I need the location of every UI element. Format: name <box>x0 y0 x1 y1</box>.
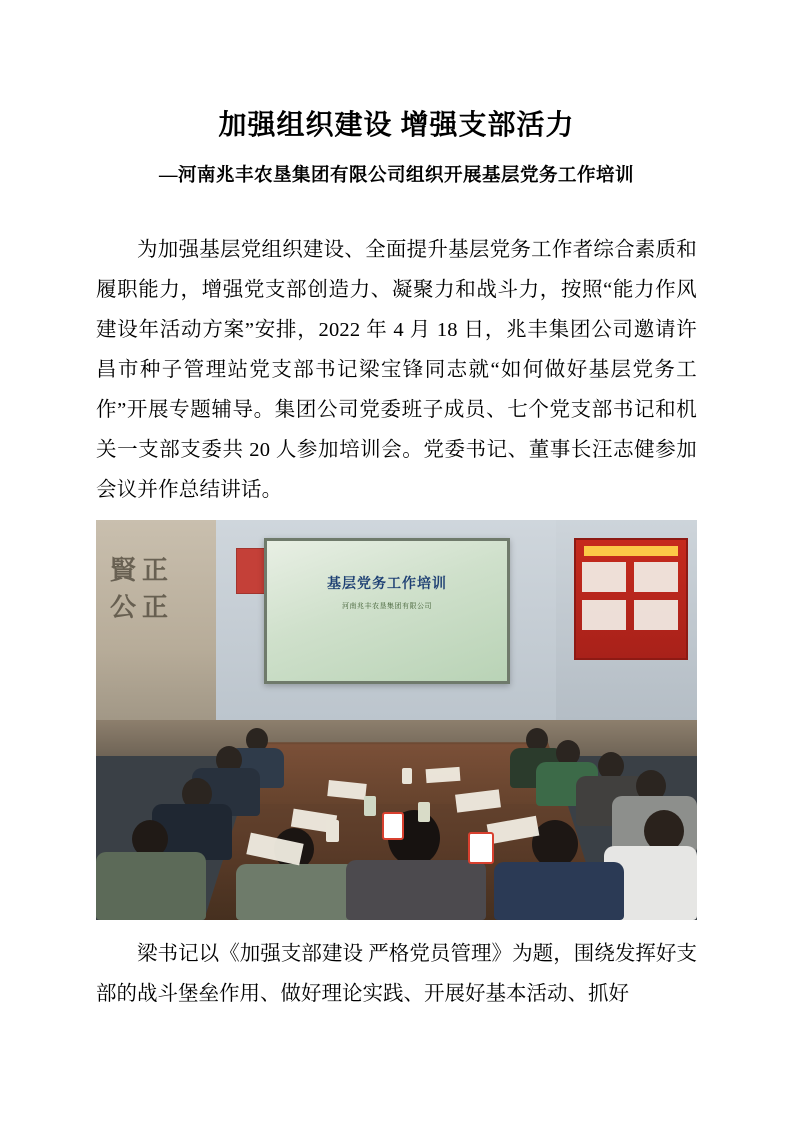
board-panel <box>634 600 678 630</box>
attendee-body <box>346 860 486 920</box>
slide-title: 基层党务工作培训 <box>327 577 447 593</box>
board-panel <box>634 562 678 592</box>
photo-canvas <box>96 520 697 920</box>
paragraph-2: 梁书记以《加强支部建设 严格党员管理》为题，围绕发挥好支部的战斗堡垒作用、做好理论实践、开展好基本活动、抓好 <box>96 943 697 1006</box>
attendee-head <box>532 820 578 868</box>
board-panel <box>582 600 626 630</box>
table-cup <box>418 802 430 822</box>
attendee-body <box>494 862 624 920</box>
photo-info-board <box>574 538 688 660</box>
attendee-body <box>236 864 356 920</box>
slide-subtitle: 河南兆丰农垦集团有限公司 <box>342 602 432 611</box>
table-cup <box>364 796 376 816</box>
board-panel <box>582 562 626 592</box>
table-cup <box>326 820 339 842</box>
photo-wall-left <box>96 520 216 735</box>
paragraph-1: 为加强基层党组织建设、全面提升基层党务工作者综合素质和履职能力，增强党支部创造力、凝聚力和战斗力，按照“能力作风建设年活动方案”安排，2022 年 4 月 18 日，兆丰集团公司邀请许昌市种子管理站党支部书记梁宝锋同志就“如何做好基层党务工作”开展专题辅导。集团公司党委班子成员、七个党支部书记和机关一支部支委共 20 人参加培训会。党委书记、董事长汪志健参加会议并作总结讲话。 <box>96 239 697 502</box>
projection-screen <box>264 538 510 684</box>
page-subtitle: —河南兆丰农垦集团有限公司组织开展基层党务工作培训 <box>158 166 634 187</box>
table-mug <box>382 812 404 840</box>
wall-calligraphy: 賢正公正 <box>110 556 175 623</box>
page-title: 加强组织建设 增强支部活力 <box>218 110 575 141</box>
body-content <box>96 230 697 1014</box>
table-document <box>426 767 461 783</box>
board-header <box>584 546 678 556</box>
table-mug <box>468 832 494 864</box>
table-cup <box>402 768 412 784</box>
meeting-photo <box>96 520 697 920</box>
attendee-body <box>96 852 206 920</box>
